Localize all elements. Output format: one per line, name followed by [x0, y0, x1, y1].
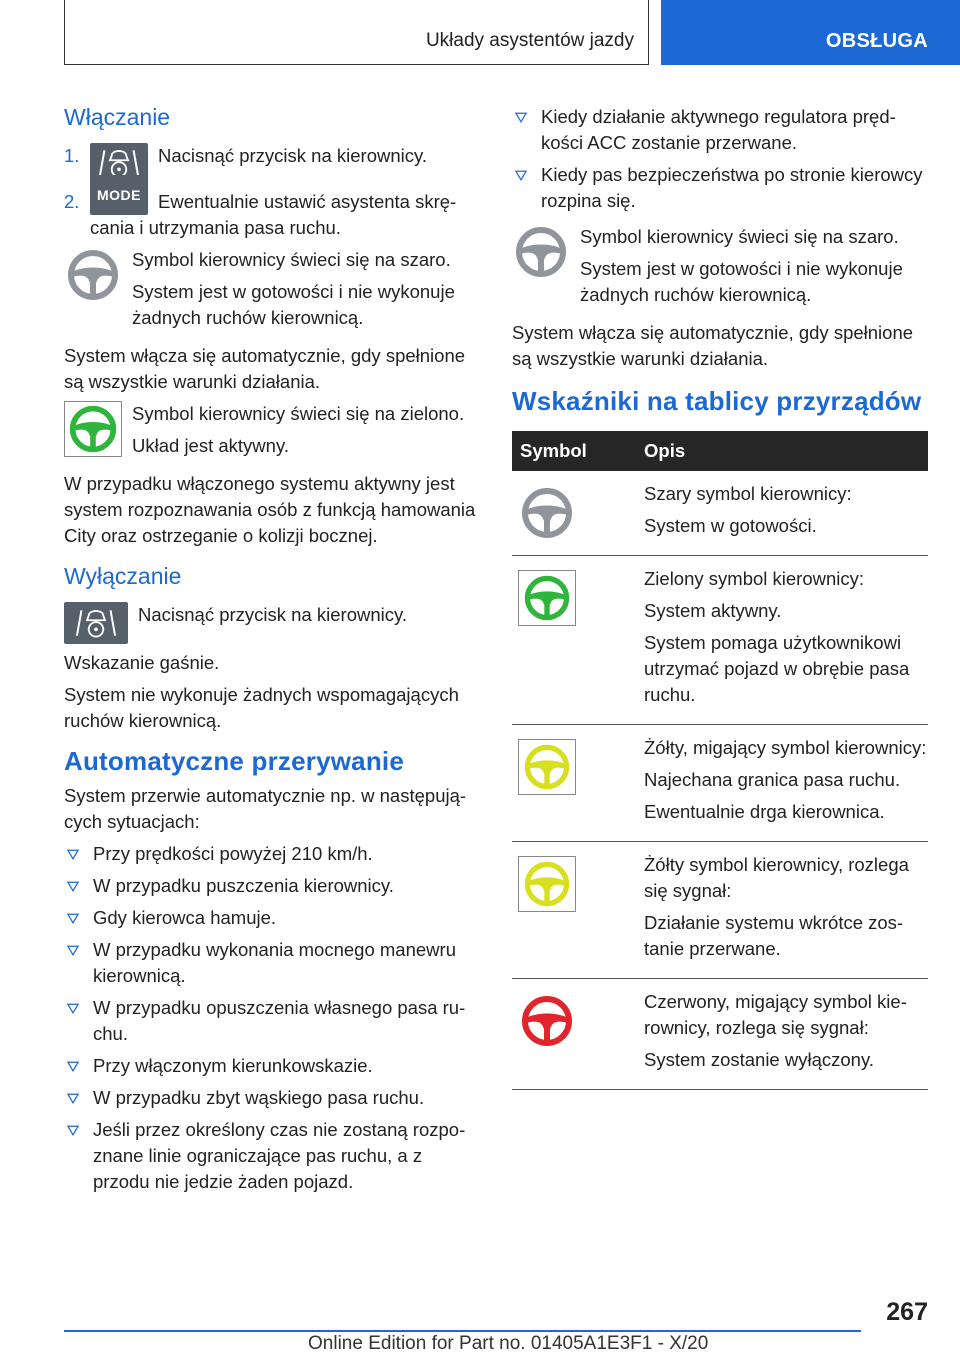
step-2-text: [90, 189, 478, 241]
off-text-2: System nie wykonuje żadnych wspomagających ruchów kierownicą.: [64, 684, 459, 731]
right-column: [512, 100, 928, 1090]
table-header-symbol: Symbol: [512, 431, 630, 471]
header-chapter-tab[interactable]: [661, 0, 960, 65]
step-2-label: Ewentualnie ustawić asystenta skręcania i utrzymania pasa ruchu.: [90, 191, 457, 238]
auto-interrupt-list: [64, 841, 478, 1195]
heading-indicators: Wskaźniki na tablicy przyrządów: [512, 386, 922, 416]
table-cell-text: Działanie systemu wkrótce zostanie przerwane.: [644, 912, 904, 959]
table-cell-text: Najechana granica pasa ruchu.: [644, 769, 901, 790]
table-header-row: [512, 431, 928, 471]
table-cell-text: System aktywny.: [644, 600, 782, 621]
off-step: [64, 602, 478, 644]
green-steering-wheel-icon: [518, 570, 576, 626]
green-wheel-text-1: Symbol kierownicy świeci się na zielono.: [132, 403, 465, 424]
footer-edition: Online Edition for Part no. 01405A1E3F1 - X/20: [308, 1333, 709, 1354]
list-item: Gdy kierowca hamuje.: [64, 905, 478, 931]
list-item: W przypadku wykonania mocnego manewru kierownicą.: [64, 937, 478, 989]
off-step-text: Nacisnąć przycisk na kierownicy.: [138, 604, 408, 625]
yellow-steering-wheel-icon: [518, 856, 576, 912]
mode-button-icon: [90, 175, 148, 215]
auto-on-text: System włącza się automatycznie, gdy spełnione są wszystkie warunki działania.: [64, 345, 466, 392]
header-section-box: [64, 0, 649, 65]
footer-divider: [64, 1330, 861, 1332]
auto-interrupt-list-cont: [512, 104, 928, 214]
list-item: W przypadku zbyt wąskiego pasa ruchu.: [64, 1085, 478, 1111]
table-header-description: Opis: [630, 431, 928, 471]
green-wheel-note: [64, 401, 478, 465]
table-cell-text: System w gotowości.: [644, 515, 817, 536]
indicator-table: [512, 431, 928, 1090]
mode-button-label: MODE: [97, 187, 141, 203]
step-2-number: 2.: [64, 191, 80, 212]
table-row: [512, 471, 928, 556]
table-cell-text: System pomaga użytkownikowi utrzymać pojazd w obrębie pasa ruchu.: [644, 632, 910, 705]
gray-wheel-note: [64, 247, 478, 337]
red-steering-wheel-icon: [518, 993, 576, 1049]
table-cell-text: Żółty, migający symbol kierownicy:: [644, 737, 927, 758]
gray-steering-wheel-icon: [518, 485, 576, 541]
gray-wheel-text-2: System jest w gotowości i nie wykonuje żadnych ruchów kierownicą.: [132, 281, 455, 328]
heading-switch-off: Wyłączanie: [64, 563, 182, 589]
auto-interrupt-intro: System przerwie automatycznie np. w następujących sytuacjach:: [64, 785, 467, 832]
table-cell-text: Zielony symbol kierownicy:: [644, 568, 865, 589]
table-row: [512, 842, 928, 979]
table-cell-text: Szary symbol kierownicy:: [644, 483, 852, 504]
gray-steering-wheel-icon: [512, 224, 570, 280]
table-cell-text: System zostanie wyłączony.: [644, 1049, 874, 1070]
list-item: W przypadku puszczenia kierownicy.: [64, 873, 478, 899]
table-row: [512, 725, 928, 842]
green-steering-wheel-icon: [64, 401, 122, 457]
lane-assist-button-icon: [64, 602, 128, 644]
list-item: Przy prędkości powyżej 210 km/h.: [64, 841, 478, 867]
table-cell-text: Żółty symbol kierownicy, rozlega się sygnał:: [644, 854, 909, 901]
table-row: [512, 556, 928, 725]
heading-switch-on: Włączanie: [64, 104, 171, 130]
active-description: W przypadku włączonego systemu aktywny jest system rozpoznawania osób z funkcją hamowania City oraz ostrzeganie o kolizji bocznej.: [64, 473, 476, 546]
table-cell-text: Ewentualnie drga kierownica.: [644, 801, 885, 822]
list-item: Jeśli przez określony czas nie zostaną rozpoznane linie ograniczające pas ruchu, a z przodu nie jedzie żaden pojazd.: [64, 1117, 478, 1195]
gray-wheel-text-1: Symbol kierownicy świeci się na szaro.: [580, 226, 899, 247]
table-cell-text: Czerwony, migający symbol kierownicy, rozlega się sygnał:: [644, 991, 907, 1038]
step-1-text: Nacisnąć przycisk na kierownicy.: [158, 145, 428, 166]
page-number: 267: [886, 1298, 928, 1326]
gray-wheel-text-2: System jest w gotowości i nie wykonuje żadnych ruchów kierownicą.: [580, 258, 903, 305]
green-wheel-text-2: Układ jest aktywny.: [132, 435, 289, 456]
list-item: W przypadku opuszczenia własnego pasa ruchu.: [64, 995, 478, 1047]
list-item: Kiedy pas bezpieczeństwa po stronie kierowcy rozpina się.: [512, 162, 928, 214]
gray-wheel-note: [512, 224, 928, 314]
left-column: [64, 100, 478, 1201]
list-item: Kiedy działanie aktywnego regulatora prędkości ACC zostanie przerwane.: [512, 104, 928, 156]
header-section-title: Układy asystentów jazdy: [425, 30, 634, 51]
off-text-1: Wskazanie gaśnie.: [64, 652, 220, 673]
gray-steering-wheel-icon: [64, 247, 122, 303]
list-item: Przy włączonym kierunkowskazie.: [64, 1053, 478, 1079]
auto-on-text: System włącza się automatycznie, gdy spełnione są wszystkie warunki działania.: [512, 322, 914, 369]
header-chapter-title: OBSŁUGA: [825, 30, 928, 52]
gray-wheel-text-1: Symbol kierownicy świeci się na szaro.: [132, 249, 451, 270]
heading-auto-interrupt: Automatyczne przerywanie: [64, 746, 405, 776]
step-1-number: 1.: [64, 145, 80, 166]
table-row: [512, 979, 928, 1090]
step-2: [64, 189, 478, 241]
yellow-steering-wheel-icon: [518, 739, 576, 795]
